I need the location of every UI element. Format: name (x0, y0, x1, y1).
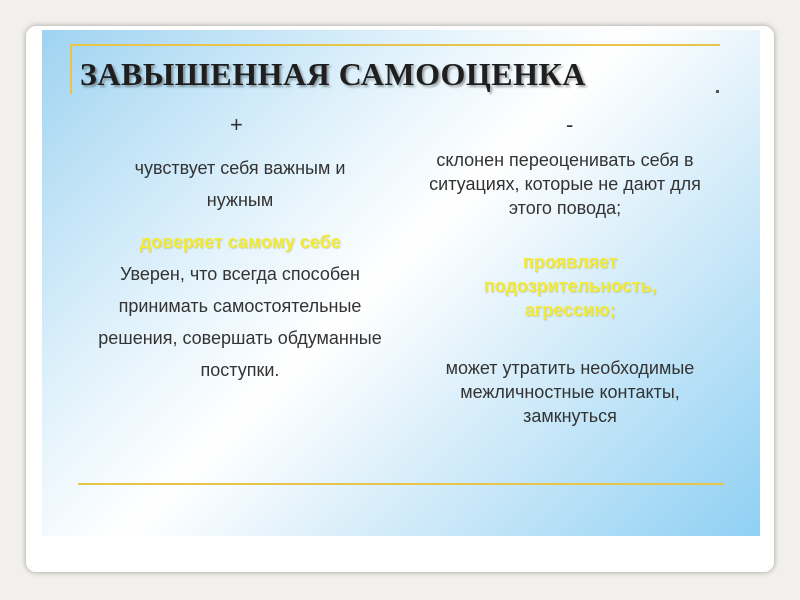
decorative-dot (716, 90, 719, 93)
bottom-divider (78, 483, 723, 485)
plus-sign: + (230, 112, 243, 137)
minus-item-2: проявляет подозрительность, агрессию; (483, 252, 657, 320)
slide-bottom-strip (42, 536, 760, 550)
plus-item-2: доверяет самому себе (139, 232, 341, 252)
plus-item-3: Уверен, что всегда способен принимать самостоятельные решения, совершать обдуманные поступки. (98, 264, 382, 380)
slide-title: ЗАВЫШЕННАЯ САМООЦЕНКА (80, 56, 586, 92)
minus-item-3: может утратить необходимые межличностные контакты, замкнуться (445, 358, 695, 426)
plus-item-1: чувствует себя важным и нужным (134, 158, 346, 210)
minus-sign: - (566, 112, 574, 137)
minus-item-1: склонен переоценивать себя в ситуациях, которые не дают для этого повода; (429, 150, 701, 218)
title-vertical-rule (70, 44, 72, 94)
top-divider (70, 44, 720, 46)
